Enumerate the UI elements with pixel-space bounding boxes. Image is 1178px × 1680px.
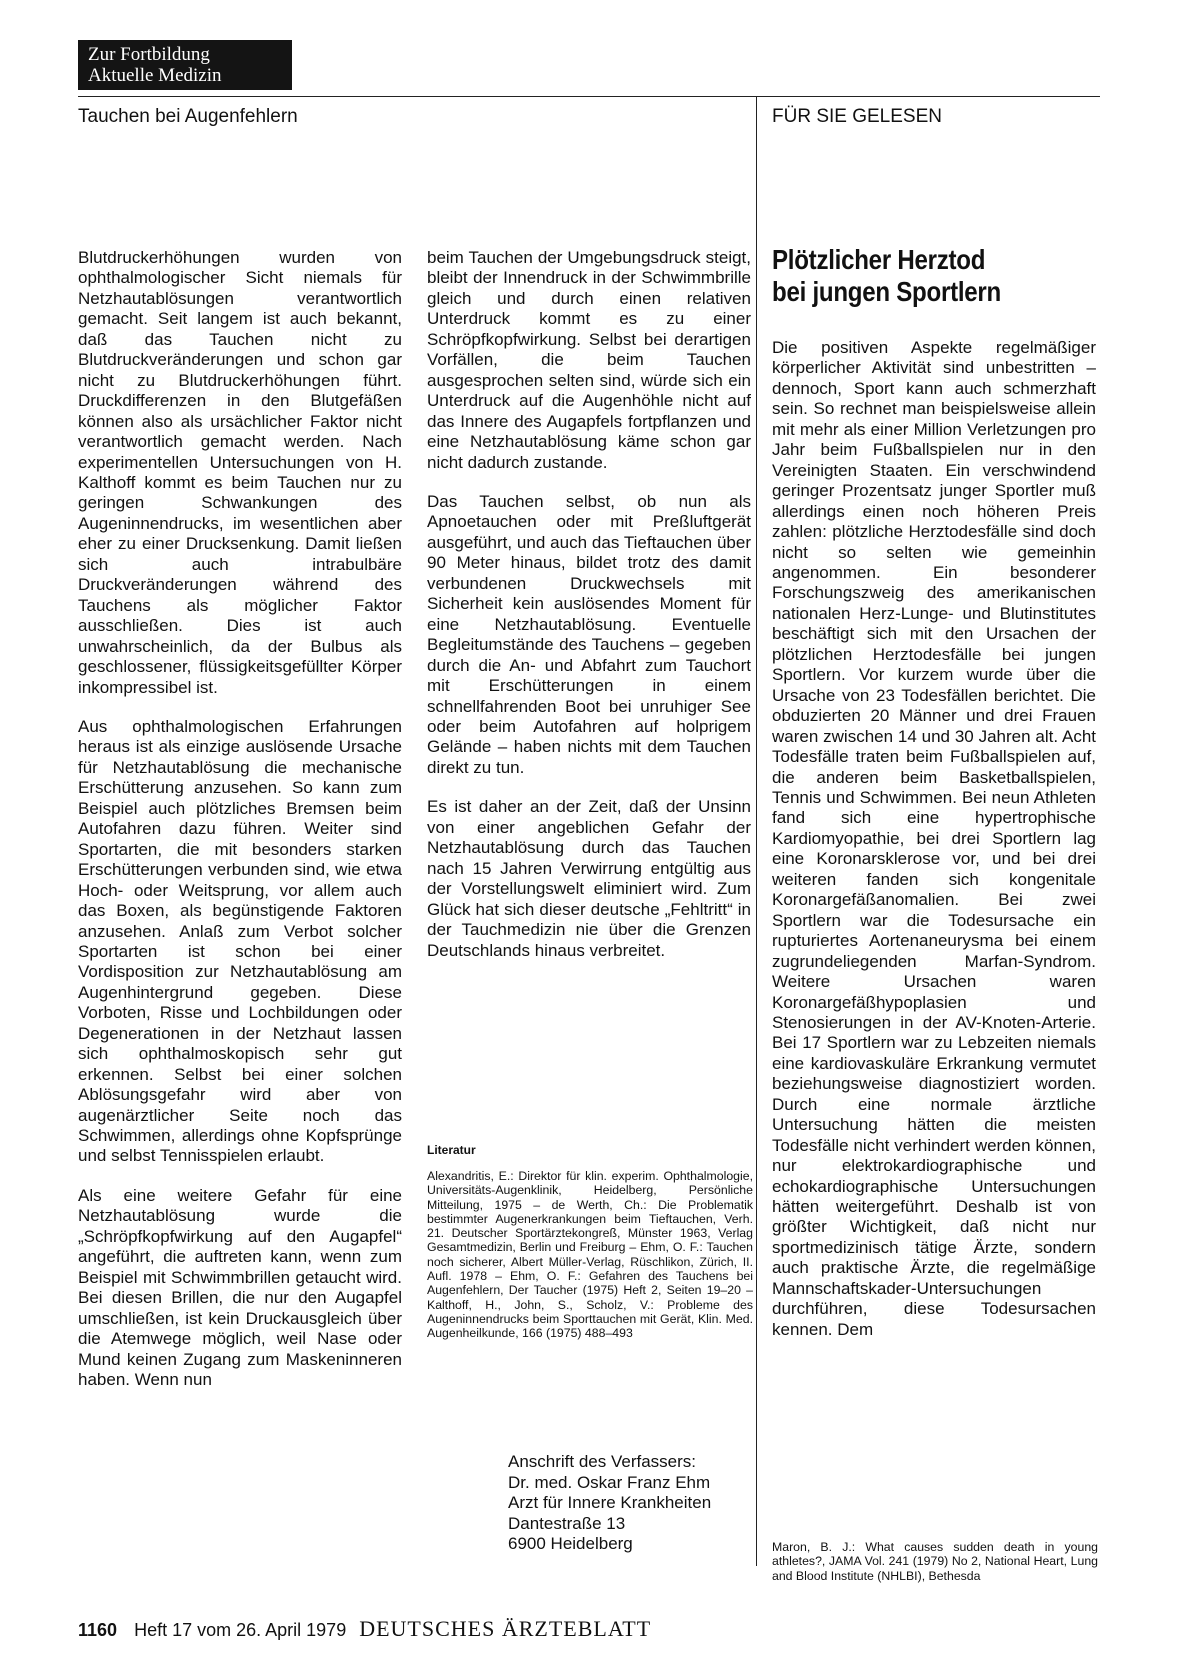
paragraph: Aus ophthalmologischen Erfahrungen heraus ist als einzige auslösende Ursache für Netzhautablösung die mechanische Erschütterung anzusehen. So kann zum Beispiel auch plötzliches Bremsen beim Autofahren dazu führen. Weiter sind Sportarten, die mit besonders starken Erschütterungen verbunden sind, wie etwa Hoch- oder Weitsprung, vor allem auch das Boxen, als begünstigende Faktoren anzusehen. Anlaß zum Verbot solcher Sportarten ist schon bei einer Vordisposition zur Netzhautablösung am Augenhintergrund gegeben. Diese Vorboten, Risse und Lochbildungen oder Degenerationen in der Netzhaut lassen sich ophthalmoskopisch sehr gut erkennen. Selbst bei einer solchen Ablösungsgefahr wird aber von augenärztlicher Seite noch das Schwimmen, allerdings ohne Kopfsprünge und selbst Tennisspielen erlaubt.: [78, 716, 402, 1166]
address-line: Arzt für Innere Krankheiten: [508, 1493, 712, 1512]
section-badge: [78, 40, 292, 90]
article-column-1: [78, 248, 402, 1409]
column-divider: [756, 96, 757, 1566]
author-address: [508, 1452, 748, 1555]
literature-text: Alexandritis, E.: Direktor für klin. experim. Ophthalmologie, Universitäts-Augenklinik, Heidelberg, Persönliche Mitteilung, 1975 – de Werth, Ch.: Die Problematik bestimmter Augenerkrankungen beim Tieftauchen, Verh. 21. Deutscher Sportärztekongreß, Münster 1963, Verlag Gesamtmedizin, Berlin und Freiburg – Ehm, O. F.: Tauchen noch sicherer, Albert Müller-Verlag, Rüschlikon, Zürich, II. Aufl. 1978 – Ehm, O. F.: Gefahren des Tauchens bei Augenfehlern, Der Taucher (1975) Heft 2, Seiten 19–20 – Kalthoff, H., John, S., Scholz, V.: Probleme des Augeninnendrucks beim Sporttauchen mit Gerät, Klin. Med. Augenheilkunde, 166 (1975) 488–493: [427, 1169, 753, 1341]
literature-title: Literatur: [427, 1143, 476, 1157]
badge-line-1: Zur Fortbildung: [88, 44, 210, 65]
journal-name: DEUTSCHES ÄRZTEBLATT: [359, 1616, 652, 1641]
article-column-2: [427, 248, 751, 980]
right-section-title: FÜR SIE GELESEN: [772, 106, 942, 127]
paragraph: Die positiven Aspekte regelmäßiger körperlicher Aktivität sind unbestritten – dennoch, Sport kann auch schmerzhaft sein. So rechnet man beispielsweise allein mit mehr als einer Million Verletzungen pro Jahr beim Fußballspielen nur in den Vereinigten Staaten. Ein verschwindend geringer Prozentsatz junger Sportler muß allerdings einen noch höheren Preis zahlen: plötzliche Herztodesfälle sind doch nicht so selten wie gemeinhin angenommen. Ein besonderer Forschungszweig des amerikanischen nationalen Herz-Lunge- und Blutinstitutes beschäftigt sich mit den Ursachen der plötzlichen Herztodesfälle bei jungen Sportlern. Vor kurzem wurde über die Ursache von 23 Todesfällen berichtet. Die obduzierten 20 Männer und drei Frauen waren zwischen 14 und 30 Jahren alt. Acht Todesfälle traten beim Fußballspielen auf, die anderen beim Basketballspielen, Tennis und Schwimmen. Bei neun Athleten fand sich eine hypertrophische Kardiomyopathie, bei drei Sportlern lag eine Koronarsklerose vor, und bei drei weiteren fanden sich kongenitale Koronargefäßanomalien. Bei zwei Sportlern war die Todesursache ein rupturiertes Aortenaneurysma bei einem zugrundeliegenden Marfan-Syndrom. Weitere Ursachen waren Koronargefäßhypoplasien und Stenosierungen in der AV-Knoten-Arterie. Bei 17 Sportlern war zu Lebzeiten niemals eine kardiovaskuläre Erkrankung vermutet beziehungsweise diagnostiziert worden. Durch eine normale ärztliche Untersuchung hätten die meisten Todesfälle nicht verhindert werden können, nur elektrokardiographische und echokardiographische Untersuchungen hätten weitergeführt. Deshalb ist von größter Wichtigkeit, daß nicht nur sportmedizinisch tätige Ärzte, sondern auch praktische Ärzte, die regelmäßige Mannschaftskader-Untersuchungen durchführen, diese Todesursachen kennen. Dem: [772, 338, 1096, 1339]
page-footer: [78, 1616, 651, 1642]
headline-line-2: bei jungen Sportlern: [772, 276, 1001, 307]
literature-section: [427, 1143, 753, 1341]
issue-info: Heft 17 vom 26. April 1979: [134, 1620, 347, 1640]
paragraph: Das Tauchen selbst, ob nun als Apnoetauchen oder mit Preßluftgerät ausgeführt, und auch das Tieftauchen über 90 Meter hinaus, bildet trotz des damit verbundenen Druckwechsels mit Sicherheit kein auslösendes Moment für eine Netzhautablösung. Eventuelle Begleitumstände des Tauchens – gegeben durch die An- und Abfahrt zum Tauchort mit Erschütterungen in einem schnellfahrenden Boot bei unruhiger See oder beim Autofahren auf holprigem Gelände – haben nichts mit dem Tauchen direkt zu tun.: [427, 491, 751, 777]
paragraph: Blutdruckerhöhungen wurden von ophthalmologischer Sicht niemals für Netzhautablösungen verantwortlich gemacht. Seit langem ist auch bekannt, daß das Tauchen nicht zu Blutdruckveränderungen und schon gar nicht zu Blutdruckerhöhungen führt. Druckdifferenzen in den Blutgefäßen können also als ursächlicher Faktor nicht verantwortlich gemacht werden. Nach experimentellen Untersuchungen von H. Kalthoff kommt es beim Tauchen nur zu geringen Schwankungen des Augeninnendrucks, im wesentlichen aber eher zu einer Drucksenkung. Damit ließen sich auch intrabulbäre Druckveränderungen während des Tauchens als möglicher Faktor ausschließen. Dies ist auch unwahrscheinlich, da der Bulbus als geschlossener, flüssigkeitsgefüllter Körper inkompressibel ist.: [78, 248, 402, 697]
address-line: Dantestraße 13: [508, 1513, 626, 1533]
article-column-3: [772, 338, 1096, 1359]
address-line: 6900 Heidelberg: [508, 1534, 633, 1553]
article-headline: [772, 244, 1056, 308]
headline-line-1: Plötzlicher Herztod: [772, 244, 986, 275]
top-rule: [78, 96, 1100, 97]
address-line: Anschrift des Verfassers:: [508, 1452, 697, 1471]
paragraph: Als eine weitere Gefahr für eine Netzhautablösung wurde die „Schröpfkopfwirkung auf den Augapfel“ angeführt, die auftreten kann, wenn zum Beispiel mit Schwimmbrillen getaucht wird. Bei diesen Brillen, die nur den Augapfel umschließen, ist kein Druckausgleich über die Atemwege möglich, weil Nase oder Mund keinen Zugang zum Maskeninneren haben. Wenn nun: [78, 1185, 402, 1390]
left-section-title: Tauchen bei Augenfehlern: [78, 106, 298, 127]
address-line: Dr. med. Oskar Franz Ehm: [508, 1472, 711, 1492]
page-number: 1160: [78, 1620, 118, 1640]
paragraph: Es ist daher an der Zeit, daß der Unsinn von einer angeblichen Gefahr der Netzhautablösung durch das Tauchen nach 15 Jahren Verwirrung entgültig aus der Vorstellungswelt eliminiert wird. Zum Glück hat sich dieser deutsche „Fehltritt“ in der Tauchmedizin nie über die Grenzen Deutschlands hinaus verbreitet.: [427, 797, 751, 960]
reference-note: Maron, B. J.: What causes sudden death in young athletes?, JAMA Vol. 241 (1979) No 2, National Heart, Lung and Blood Institute (NHLBI), Bethesda: [772, 1540, 1098, 1583]
paragraph: beim Tauchen der Umgebungsdruck steigt, bleibt der Innendruck in der Schwimmbrille gleich und durch einen relativen Unterdruck kommt es zu einer Schröpfkopfwirkung. Selbst bei derartigen Vorfällen, die beim Tauchen ausgesprochen selten sind, würde sich ein Unterdruck auf die Augenhöhle nicht auf das Innere des Augapfels fortpflanzen und eine Netzhautablösung käme schon gar nicht dadurch zustande.: [427, 248, 751, 472]
badge-line-2: Aktuelle Medizin: [88, 65, 222, 86]
